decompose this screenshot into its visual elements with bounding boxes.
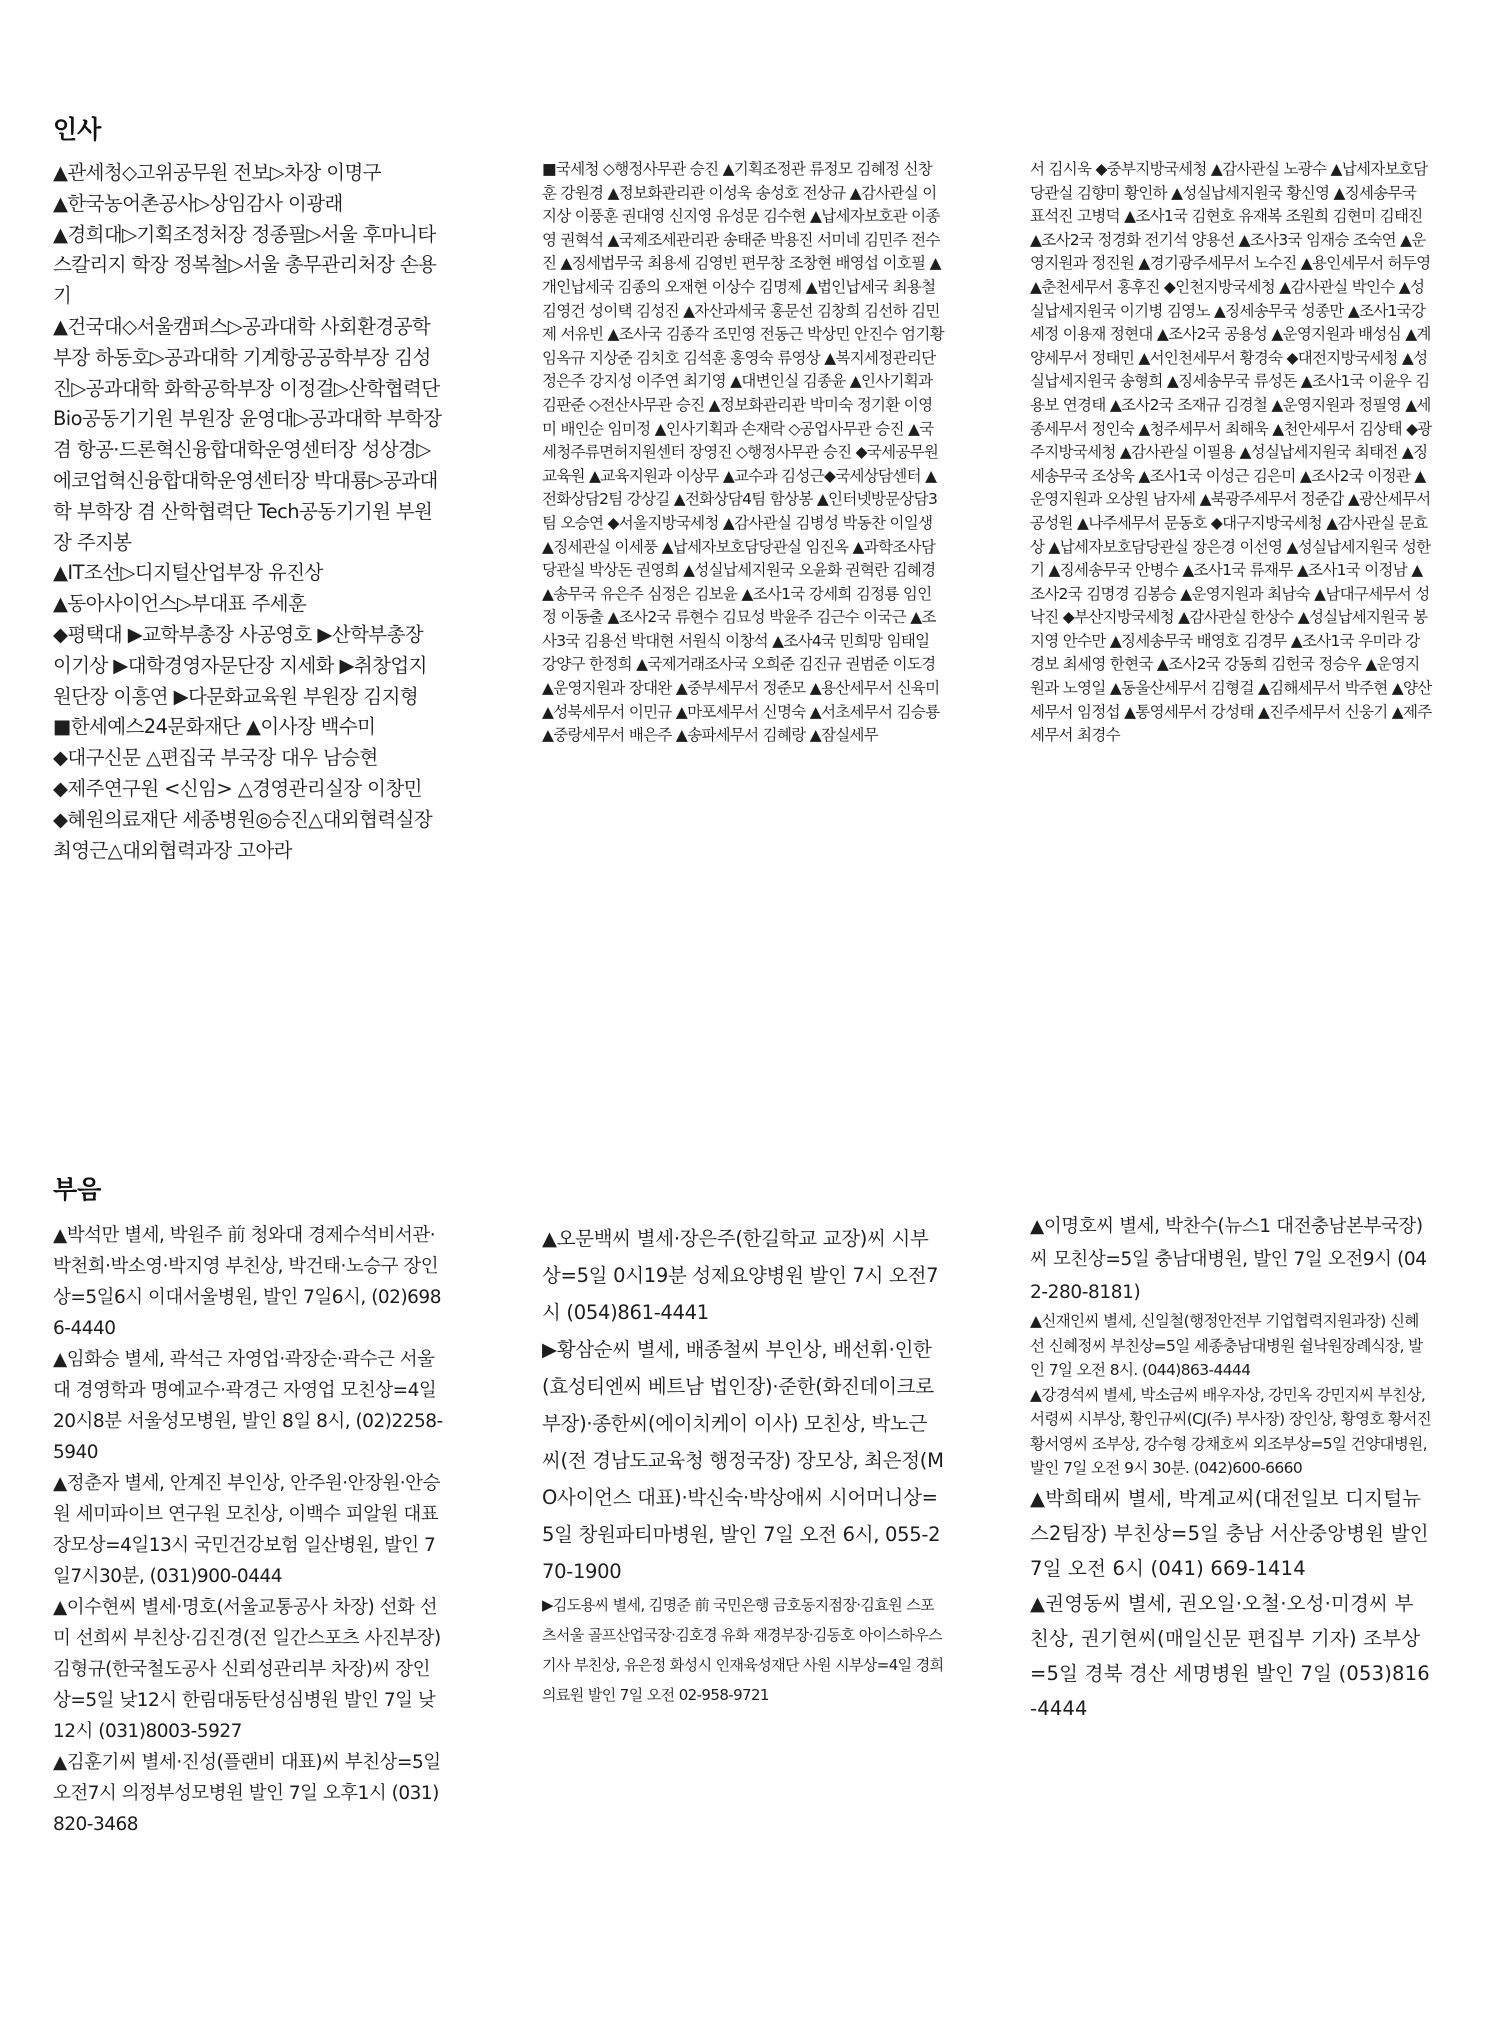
obituary-column-2 <box>542 1220 947 1710</box>
obituary-entry: ▲강경석씨 별세, 박소금씨 배우자상, 강민옥 강민지씨 부친상, 서령씨 시부상, 황인규씨(CJ(주) 부사장) 장인상, 황영호 황서진 황서영씨 조부상, 강수형 강채호씨 외조부상=5일 건양대병원, 발인 7일 오전 9시 30분. (042)600-6660 <box>1030 1385 1436 1477</box>
obituary-entry: ▲정춘자 별세, 안계진 부인상, 안주원·안장원·안승원 세미파이브 연구원 모친상, 이백수 피알원 대표 장모상=4일13시 국민건강보험 일산병원, 발인 7일7시30분, (031)900-0444 <box>53 1473 444 1587</box>
personnel-section-title: 인사 <box>53 115 102 144</box>
obituary-column-3 <box>1030 1210 1436 1726</box>
personnel-entry: ▲관세청◇고위공무원 전보▷차장 이명구 <box>53 161 381 184</box>
personnel-entry: ◆대구신문 △편집국 부국장 대우 남승현 <box>53 746 378 770</box>
obituary-entry: ▲임화승 별세, 곽석근 자영업·곽장순·곽수근 서울대 경영학과 명예교수·곽경근 자영업 모친상=4일20시8분 서울성모병원, 발인 8일 8시, (02)2258-5940 <box>53 1349 443 1463</box>
obituary-entry: ▲권영동씨 별세, 권오일·오철·오성·미경씨 부친상, 권기현씨(매일신문 편집부 기자) 조부상=5일 경북 경산 세명병원 발인 7일 (053)816-4444 <box>1030 1591 1430 1720</box>
obituary-entry: ▲오문백씨 별세·장은주(한길학교 교장)씨 시부상=5일 0시19분 성제요양병원 발인 7시 오전7시 (054)861-4441 <box>542 1227 939 1324</box>
personnel-entry: ◆평택대 ▶교학부총장 사공영호 ▶산학부총장 이기상 ▶대학경영자문단장 지세화 ▶취창업지원단장 이흥연 ▶다문화교육원 부원장 김지형 <box>53 622 429 708</box>
obituary-column-1 <box>53 1220 447 1840</box>
personnel-column-2 <box>542 158 949 748</box>
obituary-entry: ▲박석만 별세, 박원주 前 청와대 경제수석비서관·박천희·박소영·박지영 부친상, 박건태·노승구 장인상=5일6시 이대서울병원, 발인 7일6시, (02)6986-4440 <box>53 1225 441 1339</box>
personnel-entry: ■한세예스24문화재단 ▲이사장 백수미 <box>53 715 376 739</box>
personnel-entry: ▲한국농어촌공사▷상임감사 이광래 <box>53 191 343 215</box>
obituary-entry: ▲박희태씨 별세, 박계교씨(대전일보 디지털뉴스2팀장) 부친상=5일 충남 서산중앙병원 발인 7일 오전 6시 (041) 669-1414 <box>1030 1486 1436 1580</box>
personnel-column-1 <box>53 158 447 866</box>
personnel-entry: ◆제주연구원 <신임> △경영관리실장 이창민 <box>53 776 422 800</box>
personnel-entry: ■국세청 ◇행정사무관 승진 ▲기획조정관 류정모 김혜정 신창훈 강원경 ▲정보화관리관 이성욱 송성호 전상규 ▲감사관실 이지상 이풍훈 권대영 신지영 유성문 김수현 ▲납세자보호관 이종영 권혁석 ▲국제조세관리관 송태준 박용진 서미네 김민주 전수진 ▲징세법무국 최용세 김영빈 편무창 조창현 배영섭 이호필 ▲개인납세국 김종의 오재현 이상수 김명제 ▲법인납세국 최용철 김영건 성이택 김성진 ▲자산과세국 홍문선 김창희 김선하 김민제 서유빈 ▲조사국 김종각 조민영 전동근 박상민 안진수 엄기황 임옥규 지상준 김치호 김석훈 홍영숙 류영상 ▲복지세정관리단 정은주 강지성 이주연 최기영 ▲대변인실 김종윤 ▲인사기획과 김판준 ◇전산사무관 승진 ▲정보화관리관 박미숙 정기환 이영미 배인순 임미정 ▲인사기획과 손재락 ◇공업사무관 승진 ▲국세청주류면허지원센터 장영진 ◇행정사무관 승진 ◆국세공무원교육원 ▲교육지원과 이상무 ▲교수과 김성근◆국세상담센터 ▲전화상담2팀 강상길 ▲전화상담4팀 함상봉 ▲인터넷방문상담3팀 오승연 ◆서울지방국세청 ▲감사관실 김병성 박동찬 이일생 ▲징세관실 이세풍 ▲납세자보호담당관실 임진옥 ▲과학조사담당관실 박상돈 권영희 ▲성실납세지원국 오윤화 권혁란 김혜경 ▲송무국 유은주 심정은 김보윤 ▲조사1국 강세희 김정룡 임인정 이동출 ▲조사2국 류현수 김묘성 박윤주 김근수 이국근 ▲조사3국 김용선 박대현 서원식 이창석 ▲조사4국 민희망 임태일 강양구 한정희 ▲국제거래조사국 오희준 김진규 권범준 이도경 ▲운영지원과 장대완 ▲중부세무서 정준모 ▲용산세무서 신육미 ▲성북세무서 이민규 ▲마포세무서 신명숙 ▲서초세무서 김승룡 ▲중랑세무서 배은주 ▲송파세무서 김혜랑 ▲잠실세무 <box>542 160 949 745</box>
personnel-entry: ▲IT조선▷디지털산업부장 유진상 <box>53 561 323 585</box>
personnel-entry: ▲건국대◇서울캠퍼스▷공과대학 사회환경공학부장 하동호▷공과대학 기계항공공학부장 김성진▷공과대학 화학공학부장 이정걸▷산학협력단 Bio공동기기원 부원장 윤영대▷공과대학 부학장 겸 항공·드론혁신융합대학운영센터장 성상경▷에코업혁신융합대학운영센터장 박대룡▷공과대학 부학장 겸 산학협력단 Tech공동기기원 부원장 주지봉 <box>53 314 447 554</box>
personnel-entry: ▲경희대▷기획조정처장 정종필▷서울 후마니타스칼리지 학장 정복철▷서울 총무관리처장 손용기 <box>53 222 437 308</box>
obituary-entry: ▲신재인씨 별세, 신일철(행정안전부 기업협력지원과장) 신혜선 신혜정씨 부친상=5일 세종충남대병원 쉴낙원장례식장, 발인 7일 오전 8시. (044)863-4444 <box>1030 1312 1423 1379</box>
obituary-entry: ▶김도용씨 별세, 김명준 前 국민은행 금호동지점장·김효원 스포츠서울 골프산업국장·김호경 유화 재경부장·김동호 아이스하우스 기사 부친상, 유은정 화성시 인재육성재단 사원 시부상=4일 경희의료원 발인 7일 오전 02-958-9721 <box>542 1596 947 1704</box>
obituary-section-title: 부음 <box>53 1175 102 1204</box>
personnel-entry: ▲동아사이언스▷부대표 주세훈 <box>53 592 307 616</box>
personnel-column-3 <box>1030 158 1435 748</box>
personnel-entry: 서 김시욱 ◆중부지방국세청 ▲감사관실 노광수 ▲납세자보호담당관실 김향미 황인하 ▲성실납세지원국 황신영 ▲징세송무국 표석진 고병덕 ▲조사1국 김현호 유재복 조원희 김현미 김태진 ▲조사2국 정경화 전기석 양용선 ▲조사3국 임재승 조숙연 ▲운영지원과 정진원 ▲경기광주세무서 노수진 ▲용인세무서 허두영 ▲춘천세무서 홍후진 ◆인천지방국세청 ▲감사관실 박인수 ▲성실납세지원국 이기병 김영노 ▲징세송무국 성종만 ▲조사1국강세정 이용재 정현대 ▲조사2국 공용성 ▲운영지원과 배성심 ▲계양세무서 정태민 ▲서인천세무서 황경숙 ◆대전지방국세청 ▲성실납세지원국 송형희 ▲징세송무국 류성돈 ▲조사1국 이윤우 김용보 연경태 ▲조사2국 조재규 김경철 ▲운영지원과 정필영 ▲세종세무서 정인숙 ▲청주세무서 최해욱 ▲천안세무서 김상태 ◆광주지방국세청 ▲감사관실 이필용 ▲성실납세지원국 최태전 ▲징세송무국 조상욱 ▲조사1국 이성근 김은미 ▲조사2국 이정관 ▲운영지원과 오상원 남자세 ▲북광주세무서 정준갑 ▲광산세무서 공성원 ▲나주세무서 문동호 ◆대구지방국세청 ▲감사관실 문효상 ▲납세자보호담당관실 장은경 이선영 ▲성실납세지원국 성한기 ▲징세송무국 안병수 ▲조사1국 류재무 ▲조사1국 이정남 ▲조사2국 김명경 김봉승 ▲운영지원과 최남숙 ▲남대구세무서 성낙진 ◆부산지방국세청 ▲감사관실 한상수 ▲성실납세지원국 봉지영 안수만 ▲징세송무국 배영호 김경무 ▲조사1국 우미라 강경보 최세영 한현국 ▲조사2국 강동희 김헌국 정승우 ▲운영지원과 노영일 ▲동울산세무서 김형걸 ▲김해세무서 박주현 ▲양산세무서 임정섭 ▲통영세무서 강성태 ▲진주세무서 신웅기 ▲제주세무서 최경수 <box>1030 160 1435 745</box>
obituary-entry: ▶황삼순씨 별세, 배종철씨 부인상, 배선휘·인한(효성티엔씨 베트남 법인장)·준한(화진데이크로 부장)·종한씨(에이치케이 이사) 모친상, 박노근씨(전 경남도교육청 행정국장) 장모상, 최은정(MO사이언스 대표)·박신숙·박상애씨 시어머니상=5일 창원파티마병원, 발인 7일 오전 6시, 055-270-1900 <box>542 1338 944 1583</box>
personnel-entry: ◆혜원의료재단 세종병원◎승진△대외협력실장 최영근△대외협력과장 고아라 <box>53 807 438 862</box>
obituary-entry: ▲김훈기씨 별세·진성(플랜비 대표)씨 부친상=5일 오전7시 의정부성모병원 발인 7일 오후1시 (031)820-3468 <box>53 1752 447 1835</box>
obituary-entry: ▲이명호씨 별세, 박찬수(뉴스1 대전충남본부국장)씨 모친상=5일 충남대병원, 발인 7일 오전9시 (042-280-8181) <box>1030 1216 1427 1303</box>
obituary-entry: ▲이수현씨 별세·명호(서울교통공사 차장) 선화 선미 선희씨 부친상·김진경(전 일간스포츠 사진부장) 김형규(한국철도공사 신뢰성관리부 차장)씨 장인상=5일 낮12시 한림대동탄성심병원 발인 7일 낮12시 (031)8003-5927 <box>53 1597 447 1742</box>
